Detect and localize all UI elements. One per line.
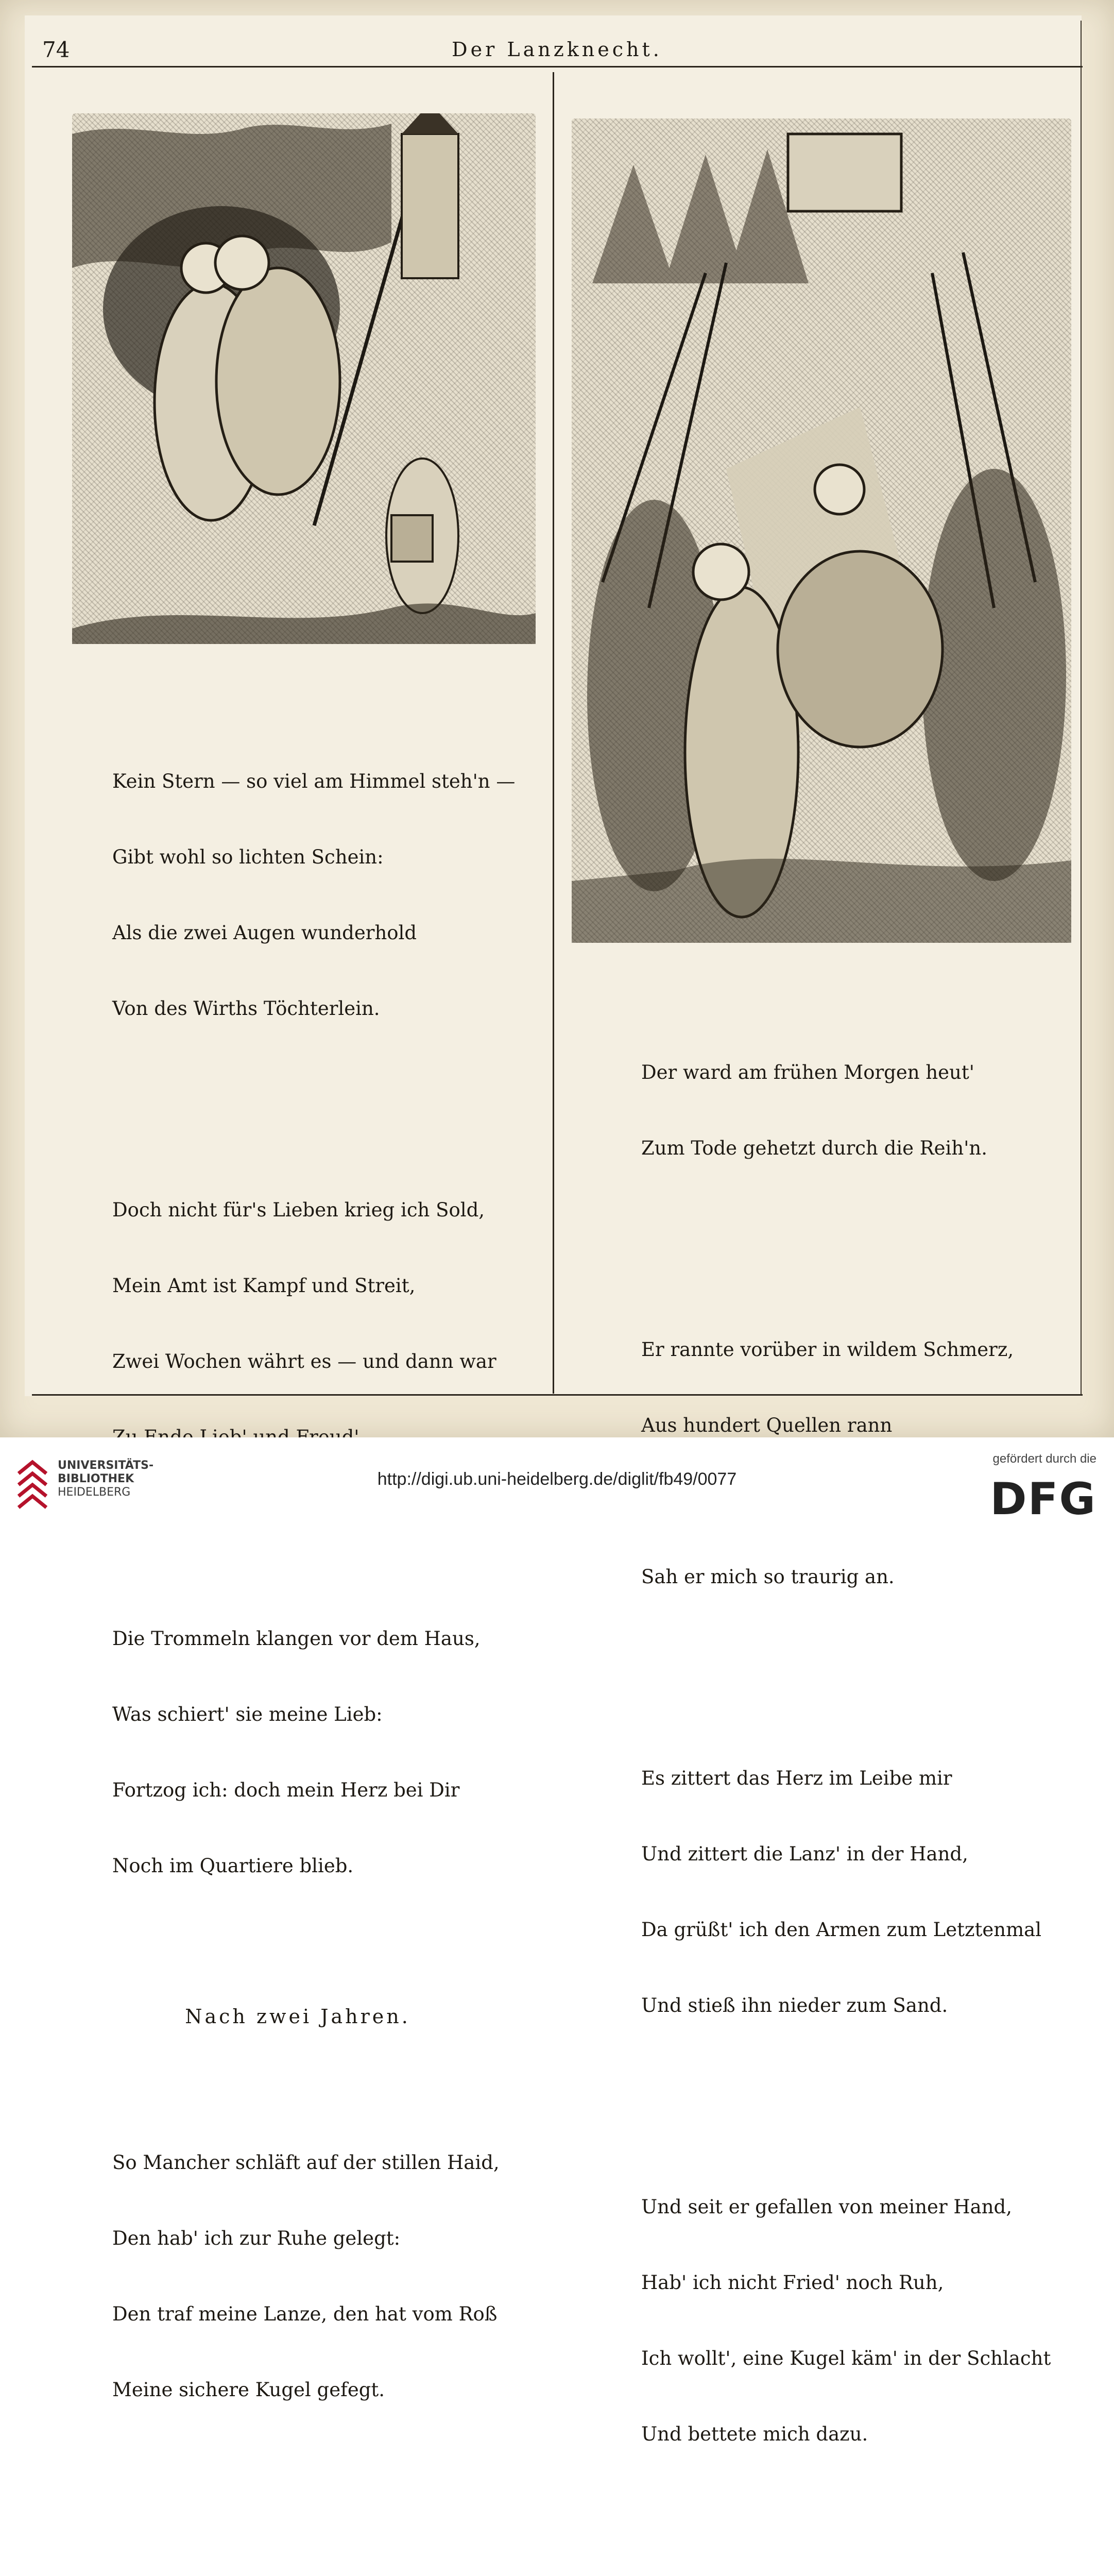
page-number: 74 (42, 37, 70, 62)
verse-line: Und zittert die Lanz' in der Hand, (641, 1843, 968, 1865)
verse-line: Den traf meine Lanze, den hat vom Roß (112, 2303, 498, 2325)
illustration-gauntlet (572, 118, 1071, 943)
verse-line: Zum Tode gehetzt durch die Reih'n. (641, 1137, 987, 1159)
funded-by-label: gefördert durch die (992, 1452, 1096, 1466)
column-divider (553, 72, 554, 1394)
running-title: Der Lanzknecht. (452, 38, 662, 61)
verse-line: Kein Stern — so viel am Himmel steh'n — (112, 770, 516, 792)
dfg-logo[interactable]: DFG (990, 1473, 1096, 1525)
footer-bar (0, 1437, 1114, 1525)
verse-line: Gibt wohl so lichten Schein: (112, 846, 384, 868)
verse-line: So Mancher schläft auf der stillen Haid, (112, 2151, 500, 2174)
illustration-gauntlet-drawing (572, 118, 1071, 943)
verse-line: Es zittert das Herz im Leibe mir (641, 1767, 952, 1789)
verse-line: Meine sichere Kugel gefegt. (112, 2379, 385, 2401)
library-name-line: BIBLIOTHEK (58, 1472, 134, 1485)
verse-line: Als die zwei Augen wunderhold (112, 922, 417, 944)
verse-line: Und stieß ihn nieder zum Sand. (641, 1994, 948, 2016)
page-edge-rule (1081, 21, 1082, 1395)
verse-line: Da grüßt' ich den Armen zum Letztenmal (641, 1919, 1042, 1941)
verse-line: Er rannte vorüber in wildem Schmerz, (641, 1338, 1014, 1361)
library-name-line: HEIDELBERG (58, 1486, 131, 1499)
verse-line: Fortzog ich: doch mein Herz bei Dir (112, 1779, 460, 1801)
illustration-couple-arbour (72, 113, 536, 644)
verse-line: Ich wollt', eine Kugel käm' in der Schlacht (641, 2347, 1051, 2369)
verse-line: Noch im Quartiere blieb. (112, 1855, 354, 1877)
verse-line: Mein Amt ist Kampf und Streit, (112, 1275, 416, 1297)
stanza (641, 2144, 1051, 2497)
illustration-couple-drawing (72, 113, 536, 644)
verse-line: Die Trommeln klangen vor dem Haus, (112, 1628, 481, 1650)
verse-line: Was schiert' sie meine Lieb: (112, 1703, 383, 1725)
left-column-verse (112, 668, 530, 2576)
section-heading: Nach zwei Jahren. (185, 2005, 410, 2028)
verse-line: Der ward am frühen Morgen heut' (641, 1061, 974, 1083)
verse-line: Zwei Wochen währt es — und dann war (112, 1350, 496, 1372)
stanza (112, 1575, 530, 1929)
stanza (112, 2099, 530, 2453)
verse-line: Und bettete mich dazu. (641, 2423, 868, 2445)
library-name-line: UNIVERSITÄTS- (58, 1459, 154, 1472)
stanza (641, 1009, 1051, 1211)
verse-line: Hab' ich nicht Fried' noch Ruh, (641, 2272, 944, 2294)
right-column-verse (641, 959, 1051, 2547)
verse-line: Den hab' ich zur Ruhe gelegt: (112, 2227, 401, 2249)
verse-line: Sah er mich so traurig an. (641, 1566, 895, 1588)
header-rule (32, 66, 1083, 67)
stanza (112, 718, 530, 1072)
verse-line: Aus hundert Quellen rann (641, 1414, 893, 1436)
permalink-url[interactable]: http://digi.ub.uni-heidelberg.de/diglit/fb49/0077 (377, 1469, 737, 1489)
stanza (112, 2528, 530, 2576)
stanza (641, 1715, 1051, 2069)
verse-line: Von des Wirths Töchterlein. (112, 997, 380, 1020)
verse-line: Und seit er gefallen von meiner Hand, (641, 2196, 1013, 2218)
verse-line: Doch nicht für's Lieben krieg ich Sold, (112, 1199, 485, 1221)
